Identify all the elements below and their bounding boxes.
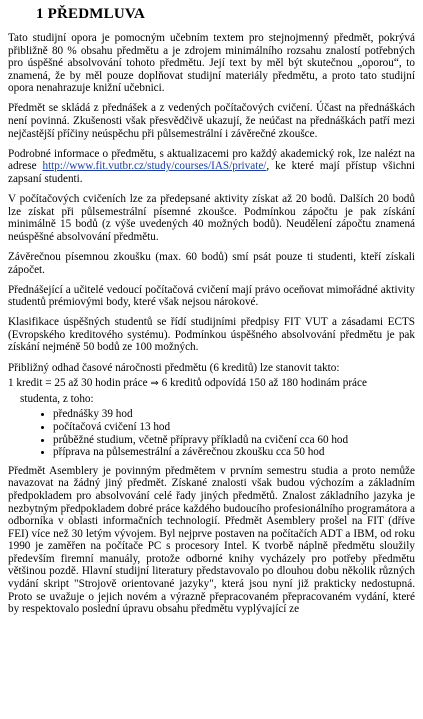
paragraph-info [8, 148, 415, 186]
paragraph-bonus: Přednášející a učitelé vedoucí počítačová cvičení mají právo oceňovat mimořádné aktivity studentů prémiovými body, které však nejsou nárokové. [8, 283, 415, 309]
paragraph-course-history: Předmět Asemblery je povinným předmětem v prvním semestru studia a proto nemůže navazovat na žádný jiný předmět. Získané znalosti však budou výchozím a základním předpokladem pro absolvování celé řady jiných předmětů. Znalost základního jazyka je nezbytným předpokladem dobré práce každého budoucího profesionálního programátora a odborníka v oblasti informačních technologií. Předmět Asemblery prošel na FIT (dříve FEI) více než 30 letým vývojem. Byl nejprve postaven na počítačích ADT a IBM, od roku 1990 je zaměřen na počítače PC s procesory Intel. K tvorbě náplně předmětu sloužily především firemní manuály, protože odborné knihy vycházely pro potřeby předmětu většinou pozdě. Hlavní studijní literatury představovalo po dlouhou dobu několik různých vydání skript "Strojově orientované jazyky", která jsou nyní již prakticky nedostupná. Proto se uvažuje o jejich novém a výrazně přepracovaném přepracovaném vydání, které by respektovalo poslední úpravu obsahu předmětu vyplývající ze [8, 464, 415, 616]
paragraph-points: V počítačových cvičeních lze za předepsané aktivity získat až 20 bodů. Dalších 20 bodů lze získat při půlsemestrální písemné zkoušce. Podmínkou zápočtu je pak získání minimálně 15 bodů (z výše uvedených 40 možných bodů). Neudělení zápočtu znamená neúspěšné absolvování předmětu. [8, 193, 415, 243]
calc-text-before: 1 kredit = 25 až 30 hodin práce [8, 377, 151, 390]
paragraph-classification: Klasifikace úspěšných studentů se řídí studijními předpisy FIT VUT a zásadami ECTS (Evropského kreditového systému). Podmínkou úspěšného absolvování předmětu je pak získání nejméně 50 bodů ze 100 možných. [8, 316, 415, 354]
paragraph-intro: Tato studijní opora je pomocným učebním textem pro stejnojmenný předmět, pokrývá přibližně 80 % obsahu předmětu a je zdrojem minimálního rozsahu znalostí potřebných pro úspěšné absolvování tohoto předmětu. Její text by měl být skutečnou „oporou“, to znamená, že by měl pouze doplňovat studijní materiály předmětu, a proto tato studijní opora nenahrazuje knižní učebnici. [8, 32, 415, 95]
list-item: • příprava na půlsemestrální a závěrečnou zkoušku cca 50 hod [53, 446, 415, 459]
workload-list [8, 408, 415, 458]
list-item: • přednášky 39 hod [53, 408, 415, 421]
implies-arrow-icon: ⇒ [150, 378, 159, 390]
course-url-link[interactable]: http://www.fit.vutbr.cz/study/courses/IAS/private/ [42, 160, 267, 173]
paragraph-workload: Přibližný odhad časové náročnosti předmětu (6 kreditů) lze stanovit takto: [8, 361, 340, 374]
list-item: • průběžné studium, včetně přípravy příkladů na cvičení cca 60 hod [53, 434, 415, 447]
list-item: • počítačová cvičení 13 hod [53, 421, 415, 434]
info-text-after: , ke které mají přístup všichni zapsaní studenti. [8, 160, 415, 185]
paragraph-final-exam: Závěrečnou písemnou zkoušku (max. 60 bodů) smí psát pouze ti studenti, kteří získali zápočet. [8, 250, 415, 276]
chapter-heading: 1 PŘEDMLUVA [36, 6, 146, 22]
calc-text-after: 6 kreditů odpovídá 150 až 180 hodinám práce [158, 377, 367, 390]
credit-calculation [8, 377, 415, 391]
paragraph-lectures: Předmět se skládá z přednášek a z vedených počítačových cvičení. Účast na přednáškách není povinná. Zkušenosti však přesvědčivě ukazují, že neúčast na přednáškách patří mezi nejčastější příčiny neúspěchu při půlsemestrální i závěrečné zkoušce. [8, 102, 415, 140]
calc-continuation: studenta, z toho: [20, 392, 94, 405]
info-text-before: Podrobné informace o předmětu, s aktualizacemi pro každý akademický rok, lze nalézt na adrese [8, 147, 415, 173]
